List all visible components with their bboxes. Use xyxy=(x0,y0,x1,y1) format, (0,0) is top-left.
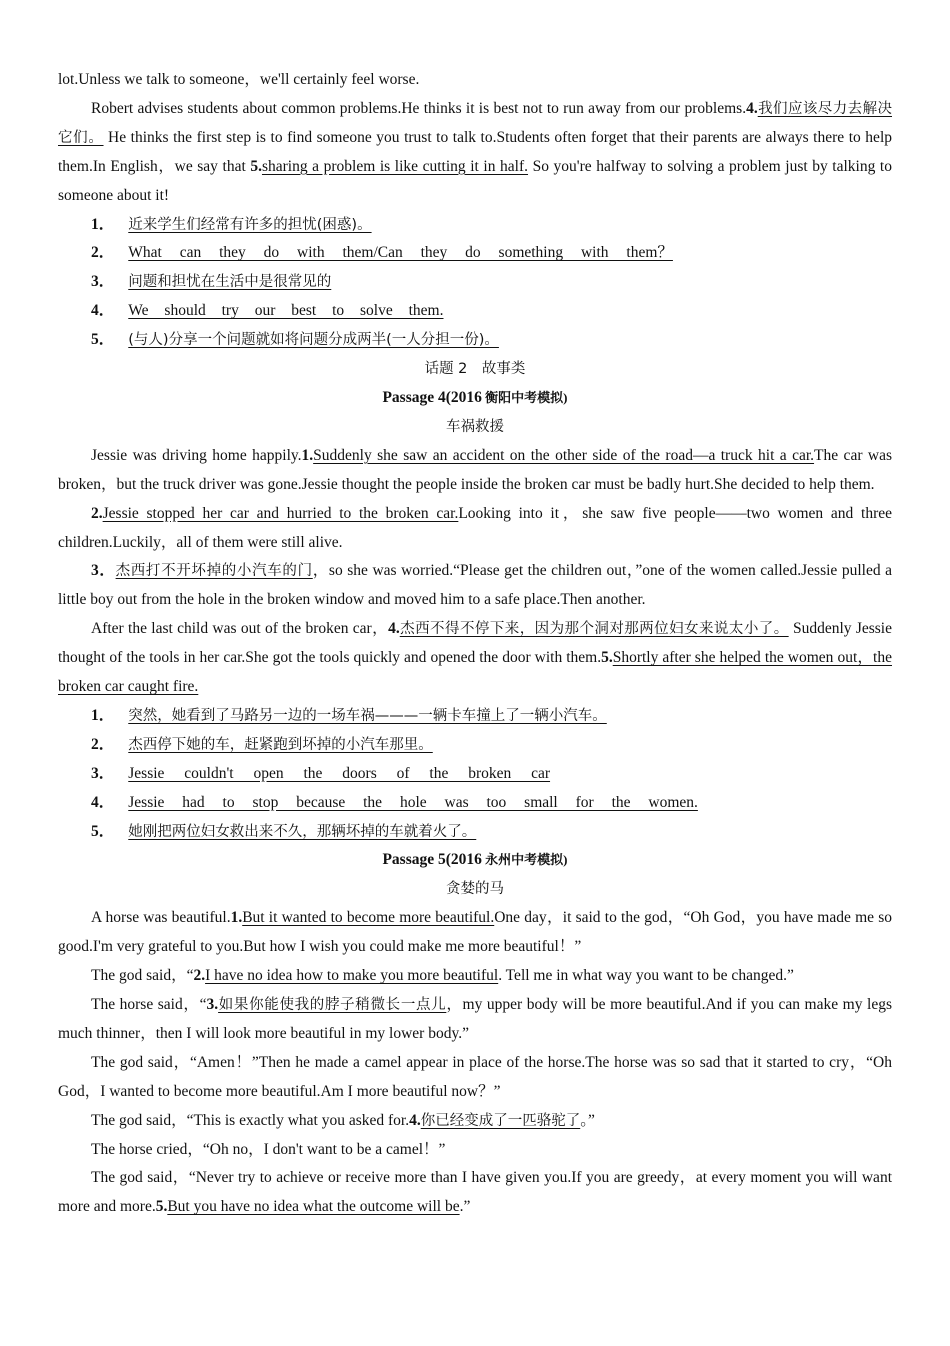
answer-number: 3． xyxy=(91,764,115,782)
blank-number: 3． xyxy=(91,562,116,580)
blank-number: 2. xyxy=(91,504,103,522)
answer-text: We should try our best to solve them. xyxy=(128,302,444,320)
underlined-blank: 杰西不得不停下来，因为那个洞对那两位妇女来说太小了。 xyxy=(399,621,789,638)
paragraph-text: The god said，“Amen！”Then he made a camel appear in place of the horse.The horse was so sad that it started to cry，“Oh God，I wanted to become more beautiful.Am I more beautiful now？” xyxy=(58,1053,892,1100)
document-page xyxy=(58,66,892,1222)
paragraph xyxy=(58,1136,892,1165)
blank-number: 5. xyxy=(601,649,613,667)
answer-item xyxy=(91,731,892,760)
answer-text: 突然，她看到了马路另一边的一场车祸———一辆卡车撞上了一辆小汽车。 xyxy=(128,707,607,724)
answer-item xyxy=(91,702,892,731)
answer-text: (与人)分享一个问题就如将问题分成两半(一人分担一份)。 xyxy=(128,332,499,349)
passage-heading-text: Passage 5(2016 xyxy=(382,851,482,869)
answer-number: 2． xyxy=(91,244,115,262)
paragraph xyxy=(58,615,892,702)
passage-heading-text: Passage 4(2016 xyxy=(382,388,482,406)
paragraph-text: Looking into it，she saw five people——two women and three children.Luckily，all of them were still alive. xyxy=(58,504,892,551)
answer-text: 她刚把两位妇女救出来不久，那辆坏掉的车就着火了。 xyxy=(128,823,477,840)
answer-text: 杰西停下她的车，赶紧跑到坏掉的小汽车那里。 xyxy=(128,736,433,753)
underlined-blank: 你已经变成了一匹骆驼了 xyxy=(420,1112,581,1129)
paragraph-text: So you're halfway to solving a problem just by talking to someone about it! xyxy=(58,157,892,204)
blank-number: 5. xyxy=(155,1198,168,1216)
blank-number: 4. xyxy=(746,99,758,117)
answer-item xyxy=(91,789,892,818)
paragraph xyxy=(58,1107,892,1136)
paragraph xyxy=(58,962,892,991)
blank-number: 3. xyxy=(206,996,219,1013)
answer-number: 4． xyxy=(91,793,115,811)
answer-list xyxy=(58,211,892,356)
paragraph xyxy=(58,442,892,500)
paragraph xyxy=(58,500,892,558)
answer-text: What can they do with them/Can they do something with them？ xyxy=(128,244,673,262)
paragraph-text: ，my upper body will be more beautiful.And if you can make my legs much thinner，then I will look more beautiful in my lower body.” xyxy=(58,996,892,1042)
blank-number: 4. xyxy=(409,1111,421,1129)
underlined-blank: 如果你能使我的脖子稍微长一点儿 xyxy=(218,997,447,1013)
underlined-blank: I have no idea how to make you more beautiful xyxy=(205,967,499,985)
topic-heading: 话题 2 故事类 xyxy=(424,361,526,378)
paragraph-text: The god said，“ xyxy=(91,967,194,985)
answer-item xyxy=(91,760,892,789)
passage-title: 贪婪的马 xyxy=(446,881,504,898)
answer-item xyxy=(91,297,892,326)
underlined-blank: sharing a problem is like cutting it in half. xyxy=(261,157,529,175)
underlined-blank: Jessie stopped her car and hurried to the broken car. xyxy=(102,504,459,522)
paragraph xyxy=(58,904,892,962)
answer-item xyxy=(91,239,892,268)
underlined-blank: Shortly after she helped the women out，the broken car caught fire. xyxy=(58,649,892,696)
answer-number: 5． xyxy=(91,822,115,840)
paragraph-text: Jessie was driving home happily. xyxy=(91,446,302,464)
answer-item xyxy=(91,268,892,297)
blank-number: 4. xyxy=(388,620,400,638)
underlined-blank: But you have no idea what the outcome will be xyxy=(167,1198,460,1216)
paragraph-text: 。” xyxy=(580,1111,595,1129)
paragraph xyxy=(58,1164,892,1222)
paragraph-text: After the last child was out of the broken car， xyxy=(91,620,389,638)
paragraph-text: Robert advises students about common problems.He thinks it is best not to run away from our problems. xyxy=(91,99,747,117)
paragraph xyxy=(58,557,892,615)
paragraph xyxy=(58,1049,892,1107)
paragraph xyxy=(58,66,892,95)
answer-text: 问题和担忧在生活中是很常见的 xyxy=(128,274,332,291)
paragraph-text: . Tell me in what way you want to be changed.” xyxy=(498,967,794,985)
paragraph-text: A horse was beautiful. xyxy=(91,909,231,927)
passage-heading xyxy=(58,846,892,875)
passage-heading-source: 衡阳中考模拟) xyxy=(481,389,568,405)
answer-text: Jessie couldn't open the doors of the broken car xyxy=(128,764,551,782)
underlined-blank: Suddenly she saw an accident on the other side of the road—a truck hit a car. xyxy=(313,446,815,464)
paragraph-text: The car was broken，but the truck driver was gone.Jessie thought the people inside the broken car must be badly hurt.She decided to help them. xyxy=(58,446,893,493)
underlined-blank: 杰西打不开坏掉的小汽车的门 xyxy=(115,563,313,580)
paragraph-text: The horse said，“ xyxy=(91,996,207,1013)
blank-number: 1. xyxy=(301,446,314,464)
blank-number: 2. xyxy=(193,967,206,985)
answer-list xyxy=(58,702,892,847)
blank-number: 5. xyxy=(250,157,262,175)
answer-item xyxy=(91,818,892,847)
paragraph-text: lot.Unless we talk to someone，we'll certainly feel worse. xyxy=(58,71,420,88)
passage-title: 车祸救援 xyxy=(446,418,504,435)
paragraph-text: Suddenly Jessie thought of the tools in her car.She got the tools quickly and opened the door with them. xyxy=(58,620,892,667)
paragraph-text: The god said，“Never try to achieve or receive more than I have given you.If you are greedy，at every moment you will want more and more. xyxy=(58,1169,892,1216)
underlined-blank: But it wanted to become more beautiful. xyxy=(242,909,495,927)
passage-heading-source: 永州中考模拟) xyxy=(481,852,568,868)
answer-number: 1． xyxy=(91,215,115,233)
answer-number: 3． xyxy=(91,273,115,291)
answer-text: Jessie had to stop because the hole was too small for the women. xyxy=(128,793,698,811)
passage-heading xyxy=(58,384,892,413)
paragraph-text: ，so she was worried.“Please get the children out，”one of the women called.Jessie pulled a little boy out from the hole in the broken window and moved him to a safe place.Then another. xyxy=(58,562,892,609)
underlined-blank: 我们应该尽力去解决它们。 xyxy=(58,100,892,146)
paragraph-text: The god said，“This is exactly what you asked for. xyxy=(91,1111,410,1129)
paragraph-text: He thinks the first step is to find someone you trust to talk to.Students often forget that their parents are always there to help them.In English，we say that xyxy=(58,128,892,175)
answer-number: 1． xyxy=(91,706,115,724)
paragraph-text: The horse cried，“Oh no，I don't want to be a camel！” xyxy=(91,1140,446,1158)
paragraph xyxy=(58,95,892,211)
paragraph xyxy=(58,991,892,1049)
answer-text: 近来学生们经常有许多的担忧(困惑)。 xyxy=(128,216,372,233)
blank-number: 1. xyxy=(230,909,243,927)
answer-item xyxy=(91,211,892,240)
answer-item xyxy=(91,326,892,355)
answer-number: 2． xyxy=(91,735,115,753)
answer-number: 5． xyxy=(91,331,115,349)
paragraph-text: One day，it said to the god，“Oh God，you have made me so good.I'm very grateful to you.But how I wish you could make me more beautiful！” xyxy=(58,909,892,956)
answer-number: 4． xyxy=(91,302,115,320)
paragraph-text: .” xyxy=(459,1198,471,1216)
